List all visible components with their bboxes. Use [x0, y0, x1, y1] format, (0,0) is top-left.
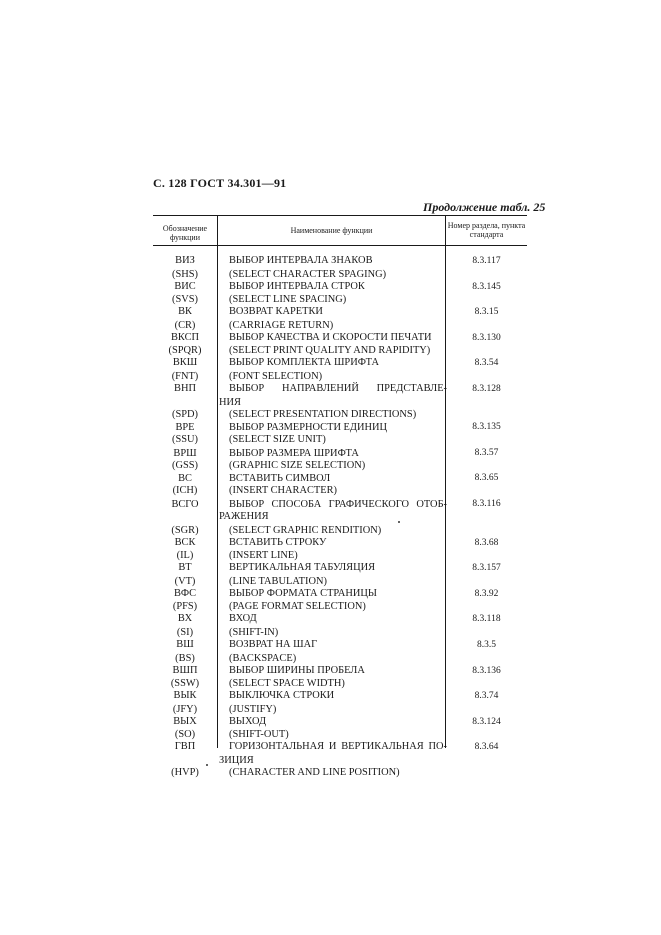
function-code: (PFS): [172, 601, 198, 613]
table-row: [153, 357, 527, 370]
speck: [206, 764, 208, 766]
table-row: [153, 332, 527, 345]
function-name: ВЫБОР ФОРМАТА СТРАНИЦЫ: [229, 587, 377, 599]
table-row: [153, 396, 527, 409]
function-name: ВЫБОР ИНТЕРВАЛА ЗНАКОВ: [229, 255, 373, 266]
function-code: ВШП: [172, 664, 198, 676]
section-number: 8.3.117: [472, 256, 501, 266]
section-number: 8.3.57: [474, 447, 499, 458]
function-code: (FNT): [171, 370, 199, 382]
function-name: (BACKSPACE): [229, 652, 297, 664]
function-code: ВКШ: [172, 357, 198, 369]
table-row: [153, 652, 527, 665]
table-top-rule: [153, 215, 527, 216]
function-code: ВС: [178, 473, 192, 485]
table-row: [153, 665, 527, 678]
function-code: ВТ: [178, 562, 192, 574]
section-number: 8.3.130: [472, 332, 501, 343]
table-row: [153, 255, 527, 268]
function-name: ВСТАВИТЬ СТРОКУ: [229, 536, 327, 548]
table-row: [153, 639, 527, 652]
table-row: [153, 562, 527, 575]
table-row: [153, 537, 527, 550]
table-row: [153, 370, 527, 383]
table-row: [153, 344, 527, 357]
function-name: ВЕРТИКАЛЬНАЯ ТАБУЛЯЦИЯ: [229, 562, 376, 574]
function-code: ВИС: [174, 280, 196, 292]
table-row: [153, 677, 527, 690]
function-code: ВШ: [176, 638, 194, 650]
section-number: 8.3.145: [472, 281, 501, 292]
table-continuation-caption: Продолжение табл. 25: [423, 200, 546, 214]
section-number: 8.3.128: [472, 383, 501, 394]
function-name: (SELECT CHARACTER SPAGING): [229, 268, 387, 280]
function-code: (SPQR): [168, 345, 202, 357]
function-name: (SHIFT-IN): [229, 626, 279, 638]
section-number: 8.3.118: [472, 614, 501, 625]
function-name: ВЫБОР ИНТЕРВАЛА СТРОК: [229, 280, 365, 292]
table-row: [153, 306, 527, 319]
function-name: ВЫБОР КОМПЛЕКТА ШРИФТА: [229, 357, 379, 369]
function-name: (JUSTIFY): [229, 703, 277, 715]
table-row: [153, 268, 527, 281]
section-number: 8.3.15: [474, 307, 499, 318]
table-row: [153, 498, 527, 511]
function-table: [153, 255, 527, 779]
column-header-name: Наименование функции: [290, 226, 373, 235]
table-row: [153, 319, 527, 332]
function-code: (GSS): [172, 459, 198, 471]
function-code: ВК: [178, 306, 192, 318]
table-row: [153, 767, 527, 780]
function-code: (SSW): [170, 678, 200, 690]
function-name: (PAGE FORMAT SELECTION): [229, 601, 366, 613]
column-header-code: Обозначение функции: [162, 224, 208, 242]
function-name: (CARRIAGE RETURN): [229, 319, 334, 331]
function-name: ВЫБОР ШИРИНЫ ПРОБЕЛА: [229, 664, 365, 676]
function-name: (SELECT SIZE UNIT): [229, 434, 326, 446]
function-name: ВОЗВРАТ КАРЕТКИ: [229, 306, 323, 318]
function-code: (BS): [175, 652, 195, 664]
function-code: (VT): [174, 575, 196, 587]
function-name: ВЫКЛЮЧКА СТРОКИ: [229, 690, 335, 702]
column-header-section: Номер раздела, пункта стандарта: [447, 221, 526, 239]
section-number: 8.3.157: [472, 563, 501, 574]
function-code: (JFY): [172, 703, 198, 715]
table-row: [153, 485, 527, 498]
function-name: РАЖЕНИЯ: [219, 510, 269, 522]
function-code: (SGR): [171, 524, 199, 536]
function-name: (SELECT PRINT QUALITY AND RAPIDITY): [229, 345, 431, 357]
function-code: ВЫХ: [173, 715, 197, 727]
section-number: 8.3.54: [474, 358, 499, 369]
function-name: ГОРИЗОНТАЛЬНАЯ И ВЕРТИКАЛЬНАЯ ПО-: [229, 741, 447, 753]
section-number: 8.3.136: [472, 665, 501, 676]
function-code: (SVS): [172, 294, 198, 306]
speck: [398, 521, 400, 523]
function-code: (HVP): [171, 766, 199, 778]
table-row: [153, 293, 527, 306]
function-code: (SPD): [172, 408, 198, 420]
table-row: [153, 575, 527, 588]
function-code: (CR): [174, 319, 196, 331]
function-name: ВЫБОР СПОСОБА ГРАФИЧЕСКОГО ОТОБ-: [229, 498, 447, 510]
function-code: ВКСП: [170, 331, 200, 343]
table-row: [153, 728, 527, 741]
function-code: (SHS): [172, 268, 198, 280]
function-name: (SHIFT-OUT): [229, 729, 289, 741]
table-row: [153, 434, 527, 447]
section-number: 8.3.124: [472, 716, 501, 727]
table-row: [153, 588, 527, 601]
function-code: ВСК: [174, 536, 196, 548]
table-row: [153, 409, 527, 422]
table-row: [153, 447, 527, 460]
table-row: [153, 626, 527, 639]
page-header: С. 128 ГОСТ 34.301—91: [153, 176, 287, 190]
function-code: ВХ: [177, 613, 193, 625]
function-name: (SELECT GRAPHIC RENDITION): [229, 524, 382, 536]
section-number: 8.3.135: [472, 422, 501, 433]
function-code: (ICH): [172, 485, 198, 497]
function-name: ВХОД: [229, 613, 257, 625]
table-row: [153, 690, 527, 703]
function-name: ВЫБОР КАЧЕСТВА И СКОРОСТИ ПЕЧАТИ: [229, 331, 432, 343]
function-name: (INSERT CHARACTER): [229, 485, 337, 497]
section-number: 8.3.116: [472, 498, 501, 509]
function-name: ВЫХОД: [229, 715, 267, 727]
function-code: ВРШ: [173, 447, 197, 459]
function-name: (SELECT PRESENTATION DIRECTIONS): [229, 408, 417, 420]
function-name: ВЫБОР РАЗМЕРНОСТИ ЕДИНИЦ: [229, 422, 387, 434]
table-row: [153, 383, 527, 396]
table-row: [153, 549, 527, 562]
function-name: (FONT SELECTION): [229, 370, 323, 382]
function-name: НИЯ: [219, 396, 241, 408]
section-number: 8.3.68: [474, 537, 499, 548]
table-row: [153, 281, 527, 294]
table-row: [153, 472, 527, 485]
function-name: (SELECT LINE SPACING): [229, 294, 347, 306]
table-header-rule: [153, 245, 527, 246]
section-number: 8.3.5: [477, 639, 496, 650]
table-row: [153, 754, 527, 767]
section-number: 8.3.74: [474, 691, 499, 702]
table-row: [153, 703, 527, 716]
section-number: 8.3.65: [474, 473, 499, 484]
function-code: ГВП: [174, 741, 196, 753]
function-code: ВНП: [174, 382, 196, 394]
function-name: ВЫБОР РАЗМЕРА ШРИФТА: [229, 447, 359, 459]
function-code: (SI): [176, 626, 194, 638]
table-row: [153, 421, 527, 434]
function-name: ВОЗВРАТ НА ШАГ: [229, 638, 318, 650]
table-row: [153, 613, 527, 626]
function-code: ВСГО: [171, 498, 199, 510]
function-code: (IL): [176, 550, 194, 562]
function-name: (LINE TABULATION): [229, 575, 327, 587]
table-row: [153, 460, 527, 473]
section-number: 8.3.92: [474, 588, 499, 599]
function-name: ВЫБОР НАПРАВЛЕНИЙ ПРЕДСТАВЛЕ-: [229, 382, 447, 394]
function-code: ВРЕ: [175, 422, 195, 434]
function-name: (INSERT LINE): [229, 550, 298, 562]
table-row: [153, 511, 527, 524]
function-code: (SSU): [172, 434, 198, 446]
function-code: ВЫК: [173, 690, 197, 702]
function-name: (CHARACTER AND LINE POSITION): [229, 766, 400, 778]
function-name: ЗИЦИЯ: [219, 754, 254, 766]
function-code: (SO): [174, 729, 196, 741]
table-row: [153, 741, 527, 754]
function-name: ВСТАВИТЬ СИМВОЛ: [229, 473, 331, 485]
section-number: 8.3.64: [474, 742, 499, 753]
table-row: [153, 716, 527, 729]
table-row: [153, 600, 527, 613]
function-name: (SELECT SPACE WIDTH): [229, 678, 345, 690]
table-row: [153, 524, 527, 537]
function-name: (GRAPHIC SIZE SELECTION): [229, 459, 366, 471]
function-code: ВИЗ: [175, 255, 195, 266]
function-code: ВФС: [173, 587, 197, 599]
